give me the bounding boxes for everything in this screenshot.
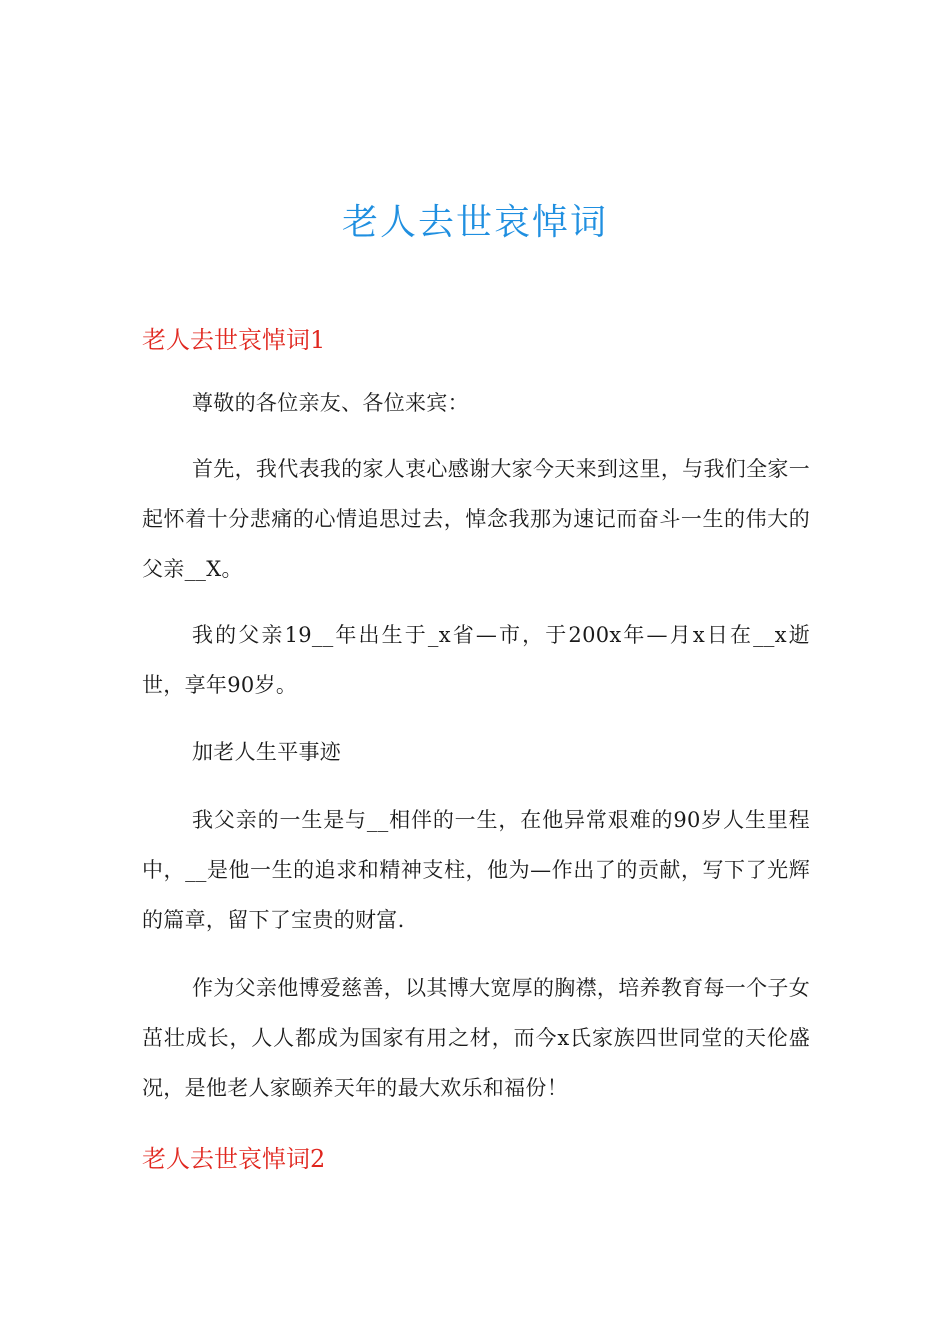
section-heading-2: 老人去世哀悼词2 <box>142 1145 326 1173</box>
paragraph-career: 我父亲的一生是与__相伴的一生，在他异常艰难的90岁人生里程中，__是他一生的追求和精神支柱，他为—作出了的贡献，写下了光辉的篇章，留下了宝贵的财富. <box>142 808 810 932</box>
paragraph-opening: 首先，我代表我的家人衷心感谢大家今天来到这里，与我们全家一起怀着十分悲痛的心情追思过去，悼念我那为速记而奋斗一生的伟大的父亲__X。 <box>142 457 810 581</box>
paragraph-family: 作为父亲他博爱慈善，以其博大宽厚的胸襟，培养教育每一个子女茁壮成长，人人都成为国家有用之材，而今x氏家族四世同堂的天伦盛况，是他老人家颐养天年的最大欢乐和福份！ <box>142 976 810 1100</box>
paragraph-birth-death: 我的父亲19__年出生于_x省—市，于200x年—月x日在__x逝世，享年90岁。 <box>142 623 810 697</box>
section-heading-1: 老人去世哀悼词1 <box>142 326 326 354</box>
document-title: 老人去世哀悼词 <box>341 202 608 243</box>
paragraph-life-deeds: 加老人生平事迹 <box>192 740 342 764</box>
paragraph-salutation: 尊敬的各位亲友、各位来宾： <box>192 391 469 415</box>
